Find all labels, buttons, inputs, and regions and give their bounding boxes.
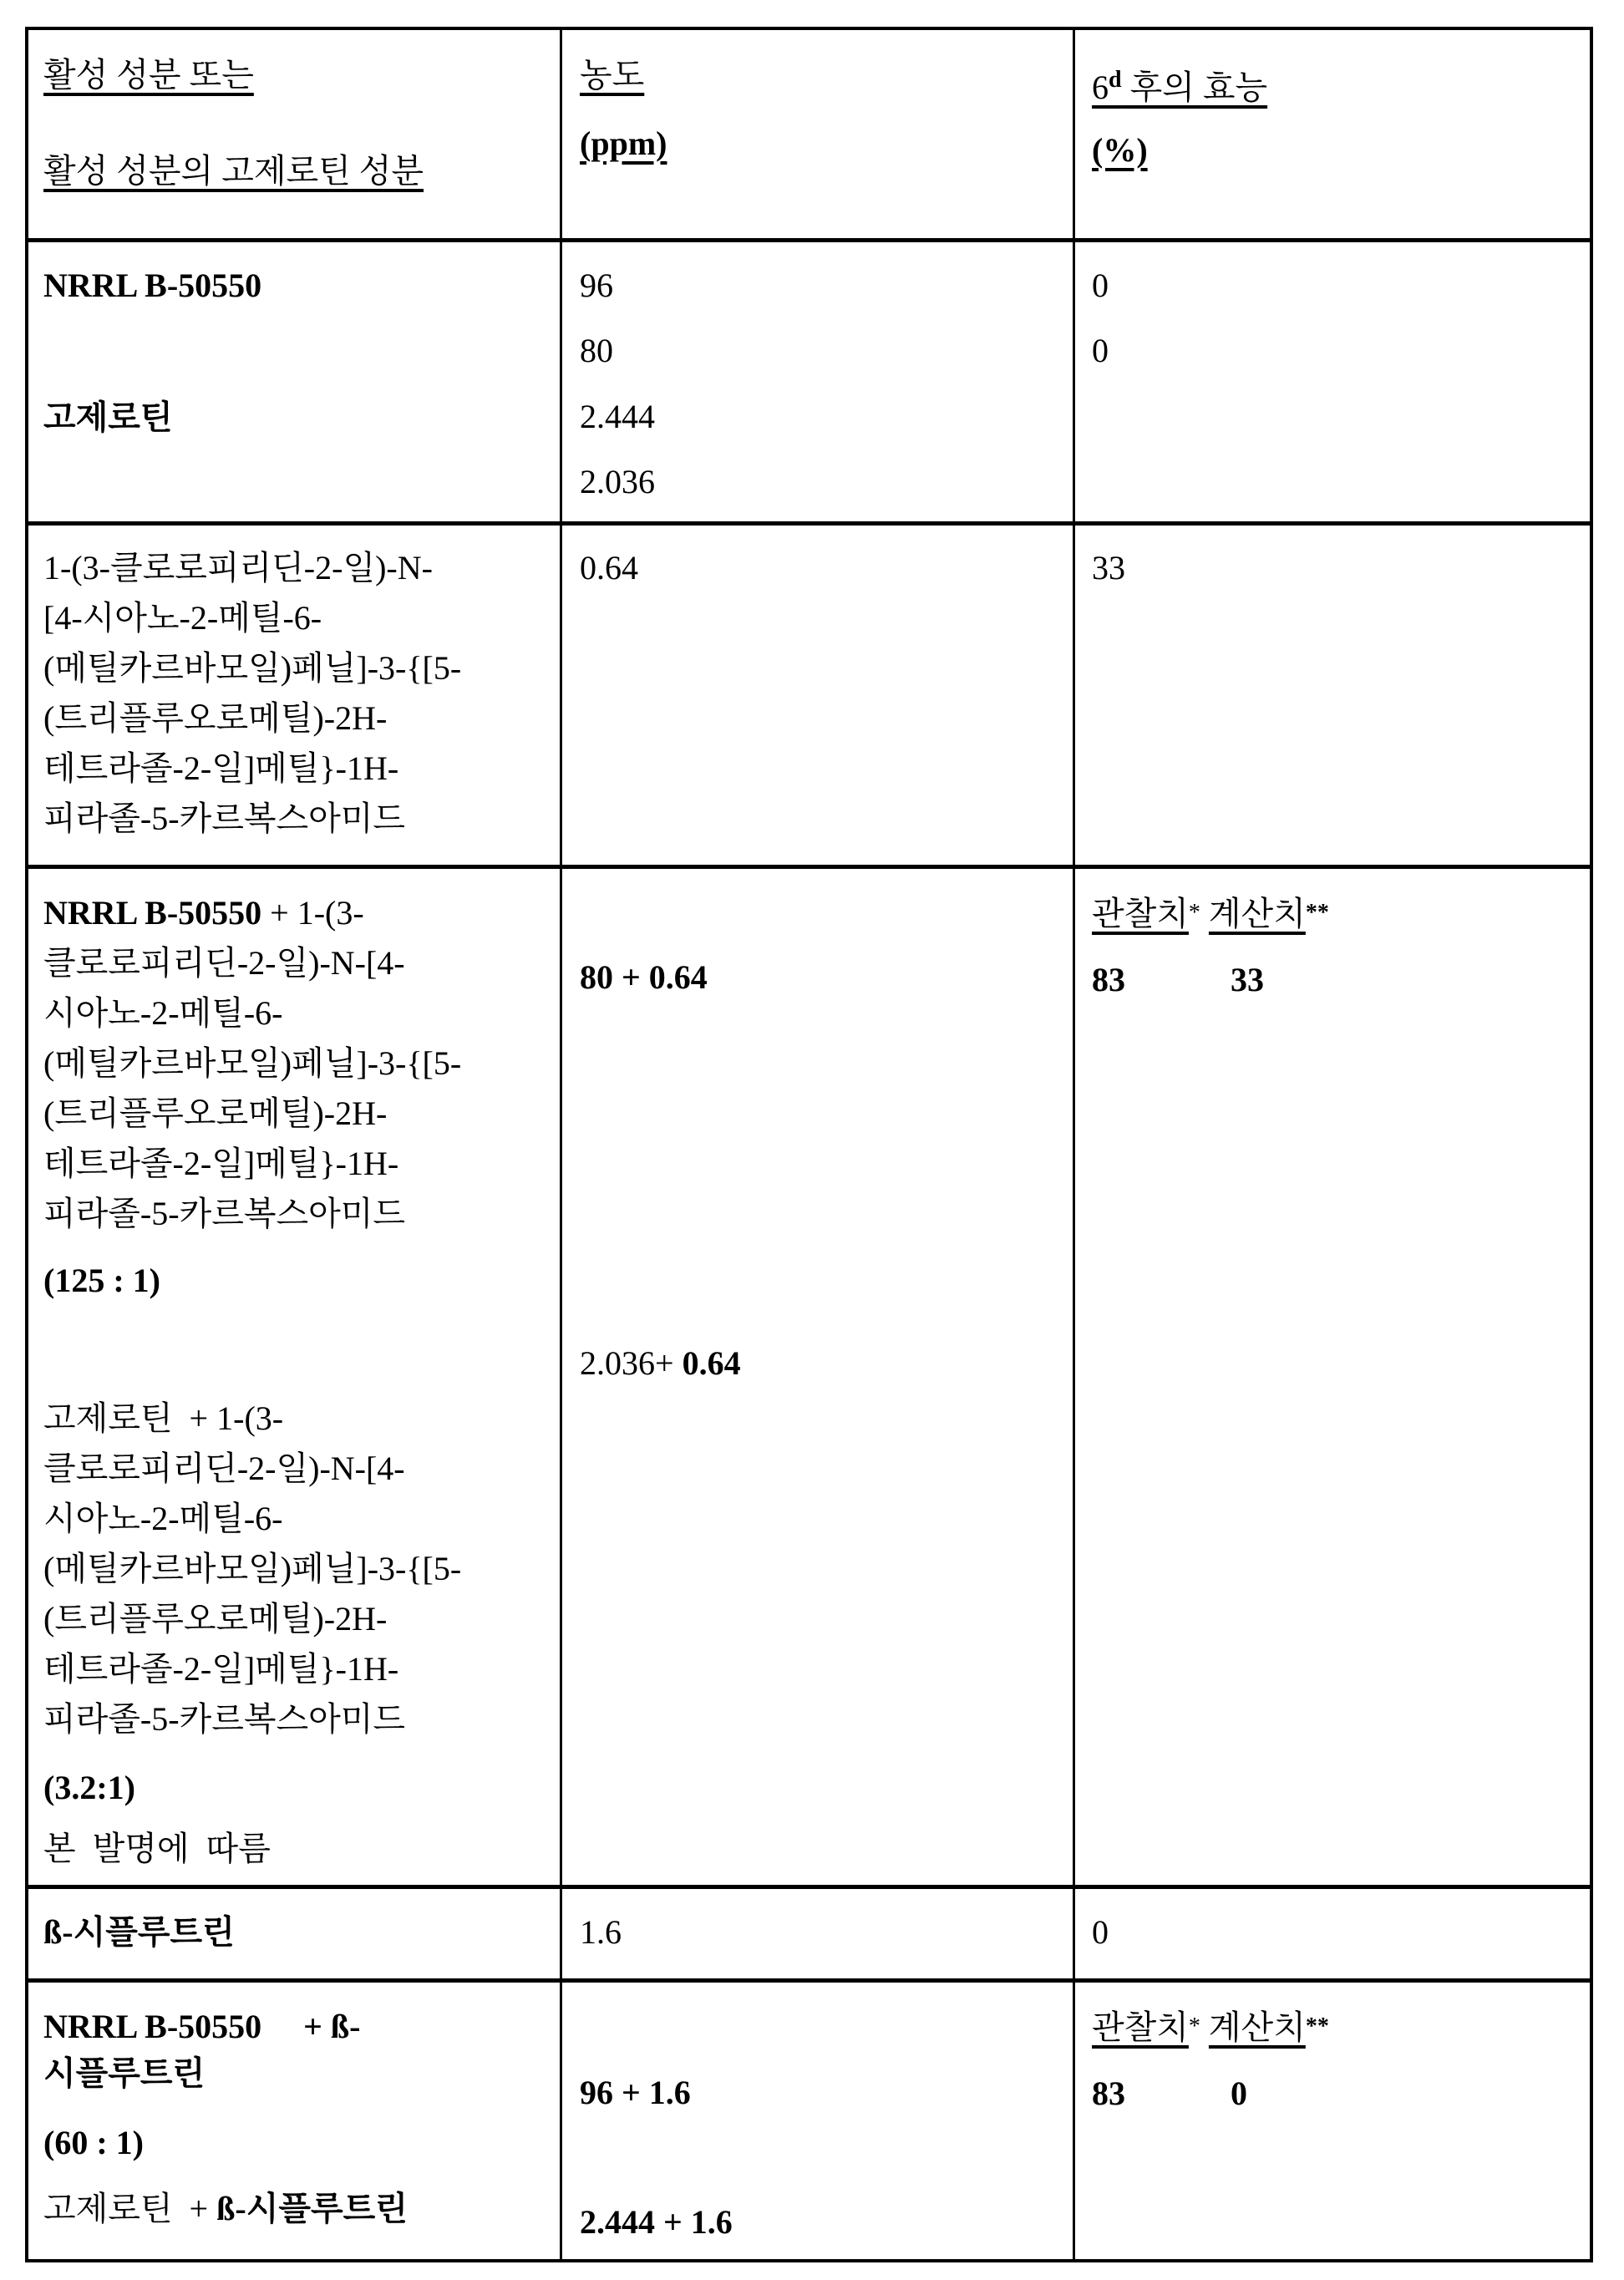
efficacy-value: 0 (1092, 267, 1109, 304)
efficacy-calculated: 0 (1231, 2074, 1247, 2112)
row-divider (25, 1978, 1593, 1983)
concentration-value: 1.6 (580, 1913, 622, 1951)
agent-combo-line: 시아노-2-메틸-6- (43, 1500, 283, 1537)
concentration-value: 80 + 0.64 (580, 958, 708, 996)
agent-combo-line: 테트라졸-2-일]메틸}-1H- (43, 1650, 399, 1688)
agent-combo-line: NRRL B-50550 + 1-(3- (43, 894, 364, 932)
row-divider (25, 521, 1593, 526)
agent-name: NRRL B-50550 (43, 267, 262, 304)
concentration-value: 80 (580, 332, 613, 369)
concentration-value: 2.444 (580, 398, 655, 435)
agent-name-line: (트리플루오로메틸)-2H- (43, 699, 388, 737)
mix-ratio: (3.2:1) (43, 1769, 135, 1806)
agent-combo-line: (메틸카르바모일)페닐]-3-{[5- (43, 1550, 462, 1587)
row-divider (25, 238, 1593, 242)
row-divider (25, 1885, 1593, 1889)
efficacy-value: 33 (1092, 549, 1125, 587)
row-divider (25, 865, 1593, 869)
agent-combo-line: 시아노-2-메틸-6- (43, 994, 283, 1032)
efficacy-labels: 관찰치* 계산치** (1092, 2008, 1329, 2046)
agent-combo-line: (트리플루오로메틸)-2H- (43, 1094, 388, 1132)
header-efficacy-unit: (%) (1092, 131, 1148, 169)
concentration-value: 96 + 1.6 (580, 2074, 691, 2111)
agent-combo-line: 시플루트린 (43, 2054, 206, 2092)
agent-combo-line: NRRL B-50550 + ß- (43, 2008, 361, 2045)
agent-name-line: 테트라졸-2-일]메틸}-1H- (43, 749, 399, 787)
agent-combo-line: (메틸카르바모일)페닐]-3-{[5- (43, 1044, 462, 1082)
agent-combo-line: 고제로틴 + ß-시플루트린 (43, 2190, 408, 2227)
header-concentration-unit: (ppm) (580, 124, 667, 162)
agent-combo-line: 피라졸-5-카르복스아미드 (43, 1700, 406, 1738)
column-divider (560, 27, 562, 2262)
agent-combo-line: 클로로피리딘-2-일)-N-[4- (43, 944, 405, 982)
concentration-value: 2.444 + 1.6 (580, 2203, 733, 2241)
agent-name-line: [4-시아노-2-메틸-6- (43, 599, 322, 637)
invention-note: 본 발명에 따름 (43, 1830, 271, 1867)
agent-combo-line: 고제로틴 + 1-(3- (43, 1399, 284, 1437)
efficacy-observed: 83 (1092, 961, 1125, 998)
efficacy-value: 0 (1092, 1913, 1109, 1951)
efficacy-value: 0 (1092, 332, 1109, 369)
agent-name-line: (메틸카르바모일)페닐]-3-{[5- (43, 649, 462, 687)
mix-ratio: (125 : 1) (43, 1262, 160, 1299)
agent-name-line: 1-(3-클로로피리딘-2-일)-N- (43, 549, 433, 587)
agent-combo-line: 피라졸-5-카르복스아미드 (43, 1195, 406, 1232)
agent-name-line: 피라졸-5-카르복스아미드 (43, 800, 406, 837)
agent-combo-line: 클로로피리딘-2-일)-N-[4- (43, 1450, 405, 1487)
agent-combo-line: (트리플루오로메틸)-2H- (43, 1600, 388, 1638)
agent-name: ß-시플루트린 (43, 1913, 235, 1951)
header-efficacy: 6$^d$ 후의 효능 (1092, 67, 1268, 106)
concentration-value: 96 (580, 267, 613, 304)
header-active-ingredient: 활성 성분 또는 (43, 56, 254, 94)
header-active-ingredient-sub: 활성 성분의 고제로틴 성분 (43, 152, 424, 190)
concentration-value: 2.036 (580, 463, 655, 500)
agent-name: 고제로틴 (43, 399, 173, 436)
concentration-value: 2.036+ 0.64 (580, 1344, 741, 1382)
agent-combo-line: 테트라졸-2-일]메틸}-1H- (43, 1145, 399, 1182)
efficacy-calculated: 33 (1231, 961, 1264, 998)
column-divider (1073, 27, 1075, 2262)
efficacy-labels: 관찰치* 계산치** (1092, 895, 1329, 932)
header-concentration: 농도 (580, 56, 645, 94)
efficacy-observed: 83 (1092, 2074, 1125, 2112)
mix-ratio: (60 : 1) (43, 2124, 144, 2161)
concentration-value: 0.64 (580, 549, 638, 587)
